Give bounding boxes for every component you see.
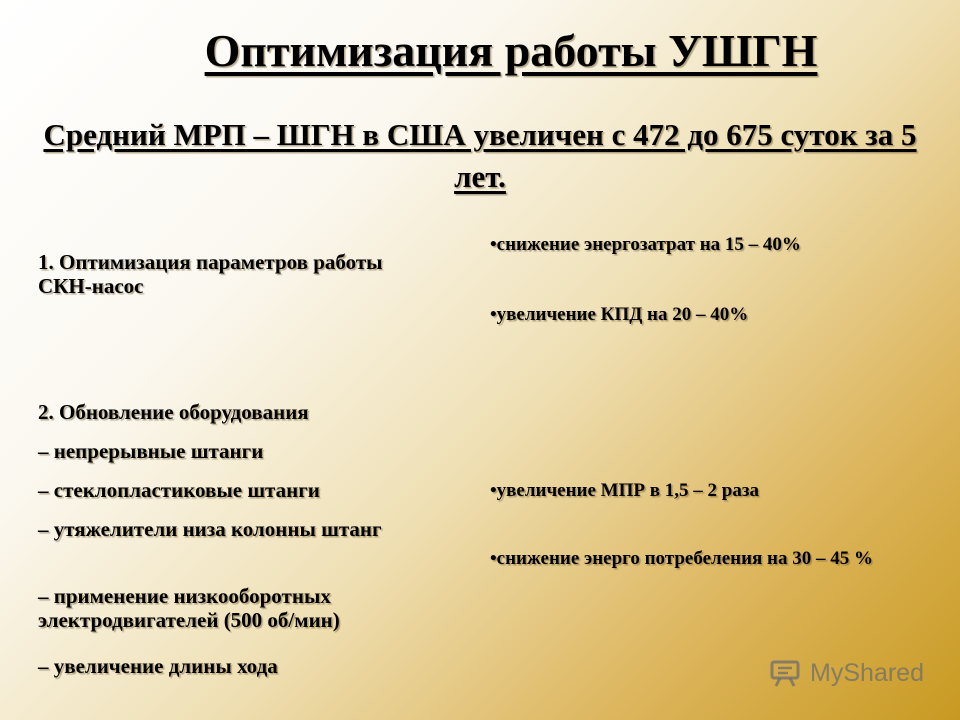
section-2-heading: 2. Обновление оборудования bbox=[38, 400, 309, 424]
section-2-item-continuous-rods: – непрерывные штанги bbox=[38, 439, 264, 463]
bullet-energy-cost: • снижение энергозатрат на 15 – 40% bbox=[490, 234, 930, 256]
slide-subtitle: Средний МРП – ШГН в США увеличен с 472 до 675 суток за 5 лет. bbox=[43, 117, 917, 194]
slide-title: Оптимизация работы УШГН bbox=[204, 25, 818, 76]
section-2-item-stroke-length: – увеличение длины хода bbox=[38, 654, 278, 678]
section-2-item-sinker-bars: – утяжелители низа колонны штанг bbox=[38, 517, 382, 541]
bullet-mtbf: • увеличение МПР в 1,5 – 2 раза bbox=[490, 480, 930, 502]
bullet-energy-consumption: • снижение энерго потребеления на 30 – 45 % bbox=[490, 548, 930, 570]
myshared-logo-text: MyShared bbox=[810, 658, 924, 687]
section-1-text: 1. Оптимизация параметров работы СКН-насос bbox=[38, 250, 383, 298]
section-2-item-low-speed-motors: – применение низкооборотных электродвигателей (500 об/мин) bbox=[38, 584, 340, 632]
section-2-item-fiberglass-rods: – стеклопластиковые штанги bbox=[38, 478, 320, 502]
bullet-efficiency: • увеличение КПД на 20 – 40% bbox=[490, 304, 930, 326]
presentation-board-icon bbox=[770, 658, 804, 688]
myshared-logo bbox=[770, 658, 924, 688]
